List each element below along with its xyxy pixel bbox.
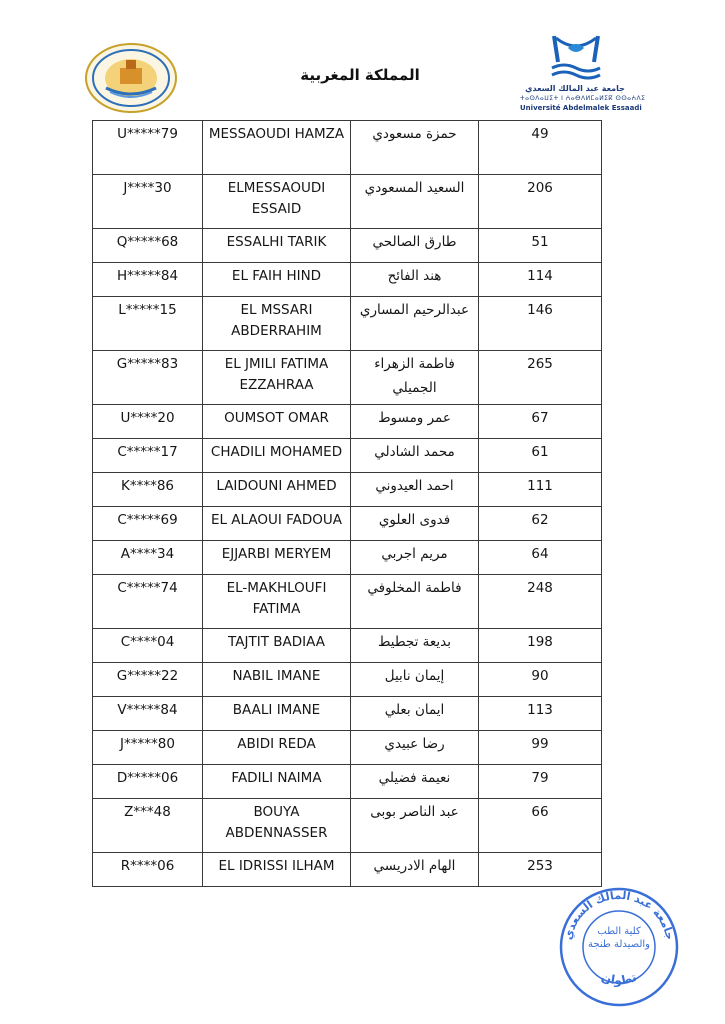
stamp-center-text: كلية الطب والصيدلة طنجة [588,926,650,950]
cell-arabic-name: عمر ومسوط [351,405,479,439]
cell-arabic-name: محمد الشادلي [351,439,479,473]
cell-arabic-name: رضا عبيدي [351,731,479,765]
stamp-bottom-text: تطوان [599,969,639,988]
cell-id: C*****69 [93,507,203,541]
cell-latin-name: CHADILI MOHAMED [203,439,351,473]
cell-arabic-name: فاطمة الزهراء الجميلي [351,351,479,405]
cell-arabic-name: حمزة مسعودي [351,121,479,175]
faculty-crest-icon [84,42,178,114]
cell-latin-name: EL JMILI FATIMA EZZAHRAA [203,351,351,405]
university-emblem-icon [548,32,604,82]
cell-latin-name: ABIDI REDA [203,731,351,765]
cell-rank: 113 [479,697,602,731]
cell-id: L*****15 [93,297,203,351]
cell-rank: 79 [479,765,602,799]
cell-latin-name: EL-MAKHLOUFI FATIMA [203,575,351,629]
cell-latin-name: OUMSOT OMAR [203,405,351,439]
cell-arabic-name: فاطمة المخلوفي [351,575,479,629]
cell-rank: 146 [479,297,602,351]
cell-rank: 51 [479,229,602,263]
cell-arabic-name: عبد الناصر بوبى [351,799,479,853]
cell-id: G*****22 [93,663,203,697]
cell-rank: 62 [479,507,602,541]
cell-rank: 206 [479,175,602,229]
table-row [93,297,602,351]
university-logo [520,32,646,116]
cell-rank: 61 [479,439,602,473]
cell-latin-name: ESSALHI TARIK [203,229,351,263]
cell-arabic-name: عبدالرحيم المساري [351,297,479,351]
cell-latin-name: MESSAOUDI HAMZA [203,121,351,175]
table-row [93,663,602,697]
cell-id: V*****84 [93,697,203,731]
cell-id: U*****79 [93,121,203,175]
cell-arabic-name: مريم اجربي [351,541,479,575]
table-row [93,507,602,541]
table-row [93,731,602,765]
cell-id: C*****17 [93,439,203,473]
cell-latin-name: EL ALAOUI FADOUA [203,507,351,541]
cell-rank: 265 [479,351,602,405]
cell-latin-name: FADILI NAIMA [203,765,351,799]
page-header [0,0,725,122]
cell-id: K****86 [93,473,203,507]
official-stamp-icon [557,885,681,1009]
cell-id: U****20 [93,405,203,439]
cell-id: H*****84 [93,263,203,297]
cell-id: R****06 [93,853,203,887]
cell-latin-name: EL FAIH HIND [203,263,351,297]
cell-arabic-name: إيمان نابيل [351,663,479,697]
cell-rank: 64 [479,541,602,575]
university-name-french: Université Abdelmalek Essaadi [520,104,642,112]
university-name-tifinagh: ⵜⴰⵙⴷⴰⵡⵉⵜ ⵏ ⵄⴰⴱⴷⵍⵎⴰⵍⵉⴽ ⵙⵙⴰⵄⴷⵉ [520,95,646,102]
table-row [93,263,602,297]
cell-arabic-name: طارق الصالحي [351,229,479,263]
table-row [93,799,602,853]
university-name-arabic: جامعة عبد المالك السعدي [525,84,625,93]
table-row [93,351,602,405]
cell-arabic-name: الهام الادريسي [351,853,479,887]
results-table-body [93,121,602,887]
svg-text:تطوان [599,970,638,988]
page-title: المملكة المغربية [300,66,420,84]
table-row [93,765,602,799]
cell-latin-name: BAALI IMANE [203,697,351,731]
cell-id: C*****74 [93,575,203,629]
cell-id: Q*****68 [93,229,203,263]
cell-latin-name: NABIL IMANE [203,663,351,697]
results-table-wrap [92,120,602,887]
cell-latin-name: ELMESSAOUDI ESSAID [203,175,351,229]
table-row [93,575,602,629]
cell-latin-name: LAIDOUNI AHMED [203,473,351,507]
cell-arabic-name: نعيمة فضيلي [351,765,479,799]
stamp-top-text: جامعة عبد المالك السعدي [561,888,677,942]
table-row [93,229,602,263]
cell-arabic-name: فدوى العلوي [351,507,479,541]
cell-rank: 49 [479,121,602,175]
table-row [93,473,602,507]
table-row [93,541,602,575]
cell-rank: 114 [479,263,602,297]
table-row [93,121,602,175]
cell-id: A****34 [93,541,203,575]
cell-rank: 66 [479,799,602,853]
cell-latin-name: TAJTIT BADIAA [203,629,351,663]
cell-arabic-name: احمد العيدوني [351,473,479,507]
table-row [93,697,602,731]
cell-rank: 67 [479,405,602,439]
cell-id: J****30 [93,175,203,229]
cell-rank: 248 [479,575,602,629]
cell-id: Z***48 [93,799,203,853]
cell-arabic-name: هند الفائح [351,263,479,297]
cell-id: C****04 [93,629,203,663]
cell-latin-name: EJJARBI MERYEM [203,541,351,575]
cell-rank: 99 [479,731,602,765]
table-row [93,629,602,663]
cell-arabic-name: السعيد المسعودي [351,175,479,229]
cell-latin-name: BOUYA ABDENNASSER [203,799,351,853]
table-row [93,439,602,473]
cell-rank: 90 [479,663,602,697]
cell-rank: 111 [479,473,602,507]
cell-rank: 253 [479,853,602,887]
cell-id: J*****80 [93,731,203,765]
cell-id: D*****06 [93,765,203,799]
cell-arabic-name: بديعة تجطيط [351,629,479,663]
results-table [92,120,602,887]
cell-rank: 198 [479,629,602,663]
table-row [93,405,602,439]
table-row [93,175,602,229]
cell-latin-name: EL IDRISSI ILHAM [203,853,351,887]
cell-latin-name: EL MSSARI ABDERRAHIM [203,297,351,351]
cell-id: G*****83 [93,351,203,405]
cell-arabic-name: ايمان بعلي [351,697,479,731]
table-row [93,853,602,887]
